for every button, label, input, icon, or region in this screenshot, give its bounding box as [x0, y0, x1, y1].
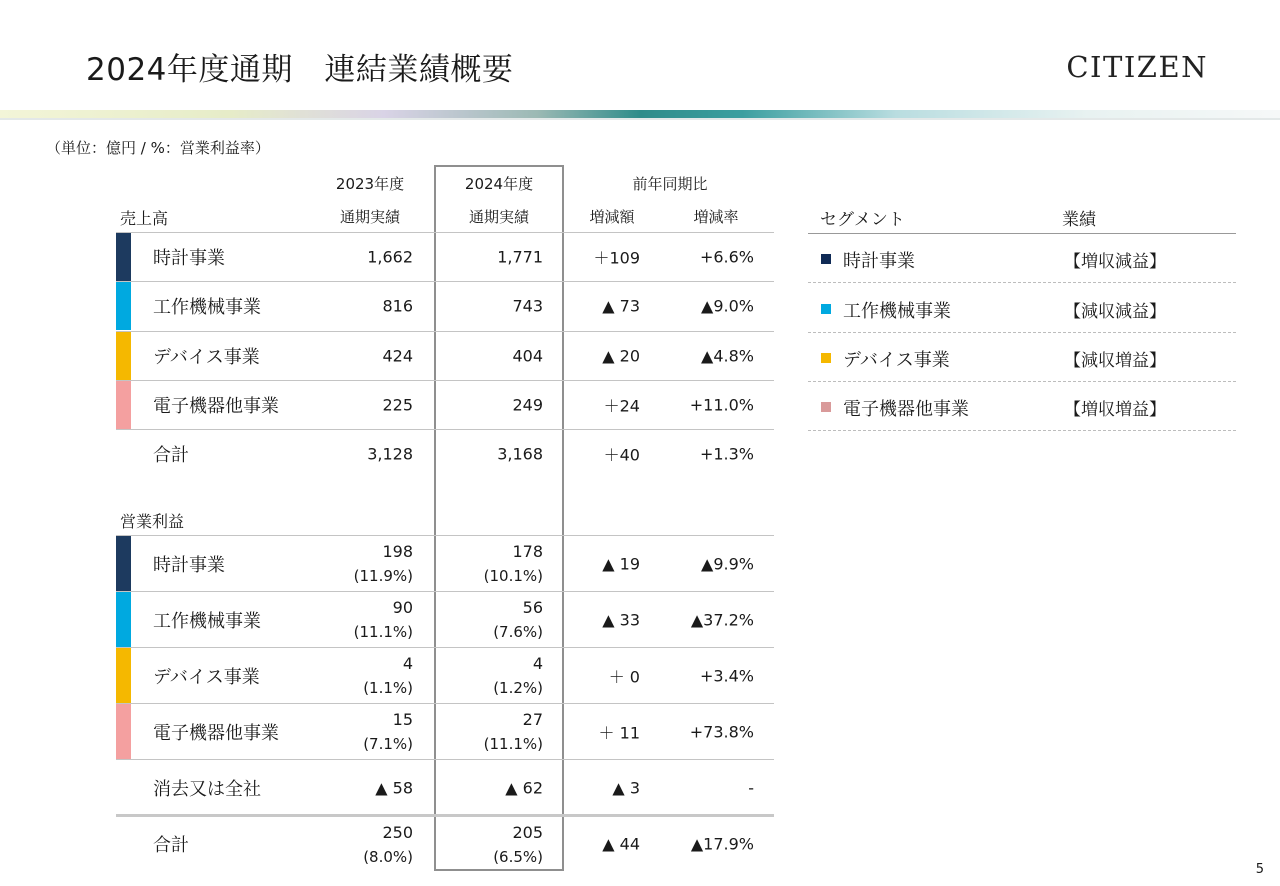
rate-value: ▲4.8%: [701, 346, 754, 366]
fy2023-value: ▲ 58: [375, 778, 413, 797]
row-label: 時計事業: [153, 554, 225, 576]
row-label: 工作機械事業: [153, 610, 261, 632]
segment-color-bar: [116, 648, 131, 703]
row-label: 工作機械事業: [153, 297, 261, 318]
rate-value: +73.8%: [689, 722, 754, 741]
fy2024-margin: (7.6%): [493, 623, 543, 641]
diff-value: ▲ 3: [612, 778, 640, 797]
fy2023-value: 4: [402, 654, 413, 673]
fy2024-value: 249: [512, 395, 543, 415]
row-label: デバイス事業: [153, 666, 260, 688]
op-section-label: 営業利益: [120, 512, 185, 531]
segment-color-bar: [116, 536, 131, 591]
unit-note: （単位：億円 / %：営業利益率）: [46, 139, 270, 157]
sales-table-row: [116, 331, 774, 380]
fy2024-value: 27: [522, 710, 543, 729]
segment-color-bar: [116, 233, 131, 281]
rate-value: +1.3%: [699, 444, 754, 464]
segment-result: 【増収増益】: [1064, 400, 1166, 420]
op-table-row: [116, 703, 774, 759]
diff-value: ＋ 11: [598, 723, 640, 742]
fy2024-value: ▲ 62: [505, 778, 543, 797]
fy2024-margin: (11.1%): [483, 735, 543, 753]
header-fy2023-label: 通期実績: [339, 208, 400, 226]
row-label: 合計: [153, 834, 189, 856]
rate-value: +11.0%: [689, 395, 754, 415]
segment-row: [808, 234, 1236, 283]
fy2024-value: 743: [512, 296, 543, 316]
row-label: 合計: [153, 445, 189, 466]
row-label: 電子機器他事業: [153, 396, 279, 417]
fy2024-value: 4: [532, 654, 543, 673]
segment-color-square: [821, 254, 831, 264]
fy2023-value: 90: [392, 598, 413, 617]
sales-table-row: [116, 281, 774, 330]
rate-value: ▲17.9%: [690, 834, 754, 853]
segment-name: 電子機器他事業: [843, 399, 969, 420]
result-col-label: 業績: [1062, 210, 1096, 230]
diff-value: ＋24: [603, 396, 640, 416]
segment-row: [808, 333, 1236, 382]
rate-value: ▲9.0%: [701, 296, 754, 316]
row-label: 電子機器他事業: [153, 722, 279, 744]
segment-color-bar: [116, 592, 131, 647]
segment-result: 【減収減益】: [1064, 302, 1166, 322]
segment-result: 【増収減益】: [1064, 252, 1166, 272]
fy2023-margin: (11.1%): [353, 623, 413, 641]
segment-name: デバイス事業: [843, 350, 950, 371]
diff-value: ＋40: [603, 445, 640, 465]
header-diff: 増減額: [589, 208, 635, 226]
fy2023-value: 3,128: [367, 444, 413, 464]
diff-value: ＋ 0: [608, 667, 640, 686]
segment-color-square: [821, 402, 831, 412]
diff-value: ▲ 19: [602, 554, 640, 573]
fy2024-margin: (6.5%): [493, 848, 543, 866]
op-table-row: [116, 591, 774, 647]
segment-color-bar: [116, 332, 131, 380]
fy2023-margin: (1.1%): [363, 679, 413, 697]
fy2024-value: 205: [512, 823, 543, 842]
fy2023-value: 198: [382, 542, 413, 561]
fy2023-margin: (7.1%): [363, 735, 413, 753]
fy2024-value: 404: [512, 346, 543, 366]
segment-name: 工作機械事業: [843, 301, 951, 322]
title-divider: [0, 118, 1280, 120]
header-fy2023-year: 2023年度: [335, 175, 405, 193]
fy2024-value: 56: [522, 598, 543, 617]
diff-value: ＋109: [593, 248, 640, 268]
segment-col-label: セグメント: [820, 210, 905, 230]
fy2024-value: 178: [512, 542, 543, 561]
fy2023-value: 424: [382, 346, 413, 366]
fy2023-margin: (8.0%): [363, 848, 413, 866]
header-fy2024-year: 2024年度: [464, 175, 534, 193]
header-yoy: 前年同期比: [632, 175, 708, 193]
fy2023-margin: (11.9%): [353, 567, 413, 585]
fy2023-value: 1,662: [367, 247, 413, 267]
segment-row: [808, 284, 1236, 333]
op-table-row: [116, 647, 774, 703]
row-label: 時計事業: [153, 248, 225, 269]
header-fy2024-label: 通期実績: [468, 208, 529, 226]
segment-color-bar: [116, 282, 131, 330]
fy2023-value: 250: [382, 823, 413, 842]
fy2023-value: 816: [382, 296, 413, 316]
header-rate: 増減率: [693, 208, 739, 226]
diff-value: ▲ 20: [602, 346, 640, 366]
segment-color-square: [821, 304, 831, 314]
fy2023-value: 15: [392, 710, 413, 729]
row-label: 消去又は全社: [153, 778, 261, 800]
segment-color-bar: [116, 704, 131, 759]
segment-color-square: [821, 353, 831, 363]
fy2023-value: 225: [382, 395, 413, 415]
row-label: デバイス事業: [153, 347, 260, 368]
segment-name: 時計事業: [843, 251, 915, 272]
rate-value: +3.4%: [699, 666, 754, 685]
fy2024-margin: (1.2%): [493, 679, 543, 697]
segment-result: 【減収増益】: [1064, 351, 1166, 371]
page-number: 5: [1255, 862, 1264, 877]
rate-value: -: [748, 778, 754, 797]
rate-value: +6.6%: [699, 247, 754, 267]
segment-table-header: [808, 201, 1236, 234]
rate-value: ▲9.9%: [701, 554, 754, 573]
sales-section-label: 売上高: [120, 209, 169, 228]
op-table-row: [116, 759, 774, 815]
diff-value: ▲ 44: [602, 834, 640, 853]
page-title: 2024年度通期 連結業績概要: [86, 52, 514, 88]
rate-value: ▲37.2%: [690, 610, 754, 629]
sales-table-row: [116, 380, 774, 429]
op-table-row: [116, 814, 774, 870]
sales-table-row: [116, 232, 774, 281]
segment-row: [808, 382, 1236, 431]
fy2024-margin: (10.1%): [483, 567, 543, 585]
sales-table-row: [116, 429, 774, 478]
diff-value: ▲ 33: [602, 610, 640, 629]
citizen-logo: CITIZEN: [1066, 50, 1208, 84]
fy2024-value: 1,771: [497, 247, 543, 267]
fy2024-value: 3,168: [497, 444, 543, 464]
diff-value: ▲ 73: [602, 296, 640, 316]
segment-color-bar: [116, 381, 131, 429]
op-table-row: [116, 535, 774, 591]
